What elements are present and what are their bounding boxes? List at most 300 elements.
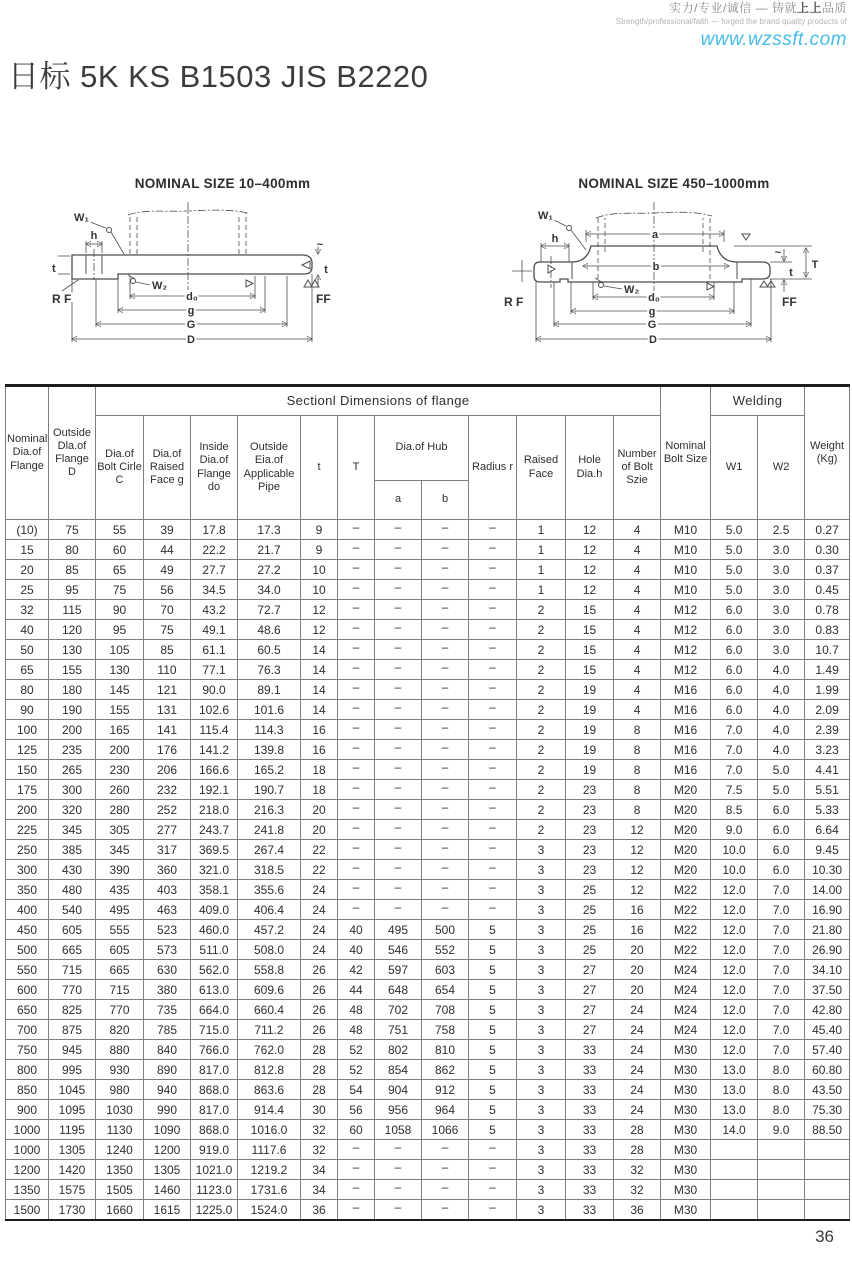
table-cell: 8 [614,720,661,740]
table-cell: 36 [301,1200,338,1221]
table-row [6,940,850,960]
table-cell: 320 [49,800,96,820]
table-cell: 7.0 [758,900,805,920]
table-cell: 42.80 [805,1000,850,1020]
table-row [6,760,850,780]
column-header-inside-do: Inside Dia.of Flange do [191,416,238,520]
table-cell: 3 [517,1180,566,1200]
table-cell: 12 [566,580,614,600]
column-header-w1: W1 [711,416,758,520]
flange-table-body [6,520,850,1221]
table-cell: 4 [614,520,661,540]
table-cell: 785 [144,1020,191,1040]
table-cell: 4 [614,600,661,620]
table-cell: 7.0 [758,1040,805,1060]
column-header-hub-b: b [422,481,469,520]
table-cell: 8.0 [758,1100,805,1120]
table-cell: – [338,580,375,600]
table-cell: 654 [422,980,469,1000]
table-cell: – [469,820,517,840]
table-cell: 4 [614,540,661,560]
table-cell: 2 [517,600,566,620]
table-cell: 12 [566,520,614,540]
table-cell: 550 [6,960,49,980]
table-cell: 875 [49,1020,96,1040]
table-cell: 7.0 [758,920,805,940]
table-row [6,540,850,560]
dimension-lines [536,279,771,346]
table-cell: 4 [614,560,661,580]
table-cell: 4.0 [758,740,805,760]
dim-label-w1: W₁ [538,210,553,222]
table-cell: 1030 [96,1100,144,1120]
table-cell: 1460 [144,1180,191,1200]
table-cell: 10.0 [711,860,758,880]
table-cell: 180 [49,680,96,700]
table-cell: 609.6 [238,980,301,1000]
table-cell: – [338,840,375,860]
table-cell: 25 [566,940,614,960]
table-cell: – [469,840,517,860]
table-cell [711,1200,758,1221]
table-cell: 7.0 [758,940,805,960]
table-cell: 77.1 [191,660,238,680]
flange-section-drawing-large [494,192,852,364]
table-cell: 3.0 [758,600,805,620]
table-cell: M16 [661,700,711,720]
dim-label-h: h [551,233,559,245]
table-cell: 2 [517,820,566,840]
table-cell: – [422,1200,469,1221]
table-cell: 10 [301,580,338,600]
table-cell: 3 [517,840,566,860]
table-cell: 28 [301,1080,338,1100]
table-row [6,920,850,940]
table-cell: 25 [6,580,49,600]
table-cell: 12 [614,820,661,840]
table-cell: 24 [614,1080,661,1100]
table-cell: – [338,640,375,660]
table-cell: 540 [49,900,96,920]
table-cell: 12 [566,560,614,580]
table-cell: – [338,780,375,800]
page-title: 日标 5K KS B1503 JIS B2220 [8,58,429,94]
table-cell: 930 [96,1060,144,1080]
table-cell: 34.0 [238,580,301,600]
table-cell: 5.0 [711,580,758,600]
table-cell: 630 [144,960,191,980]
table-cell: 613.0 [191,980,238,1000]
table-cell: 13.0 [711,1100,758,1120]
table-cell: – [338,560,375,580]
table-cell: 141 [144,720,191,740]
table-row [6,600,850,620]
table-cell: 6.0 [711,700,758,720]
table-cell: 166.6 [191,760,238,780]
table-cell: 27 [566,960,614,980]
table-cell: 1240 [96,1140,144,1160]
table-row [6,800,850,820]
table-cell: 1305 [144,1160,191,1180]
table-cell: 0.30 [805,540,850,560]
table-cell: – [469,620,517,640]
table-cell: 862 [422,1060,469,1080]
table-cell: 130 [96,660,144,680]
table-cell: 102.6 [191,700,238,720]
tagline-cn-part2: 品质 [821,1,847,15]
table-cell: 770 [96,1000,144,1020]
table-cell: 700 [6,1020,49,1040]
table-cell: 141.2 [191,740,238,760]
table-cell: M16 [661,680,711,700]
table-cell: 5.0 [758,780,805,800]
table-cell: 34 [301,1160,338,1180]
table-cell: – [422,820,469,840]
table-cell: – [469,760,517,780]
table-cell: 3 [517,940,566,960]
table-cell: 1 [517,540,566,560]
dim-label-d0: d₀ [186,291,198,303]
table-cell: 4.41 [805,760,850,780]
table-cell: M16 [661,720,711,740]
table-cell: – [338,860,375,880]
table-cell: 603 [422,960,469,980]
table-cell: 715 [96,980,144,1000]
table-cell: 216.3 [238,800,301,820]
dim-label-w1: W₁ [74,212,89,224]
table-cell: – [422,1180,469,1200]
table-cell [805,1140,850,1160]
table-cell: – [469,740,517,760]
table-cell: 24 [614,1000,661,1020]
table-cell: 1130 [96,1120,144,1140]
table-cell: M30 [661,1180,711,1200]
table-cell: 480 [49,880,96,900]
table-cell: 48 [338,1000,375,1020]
table-cell: – [469,580,517,600]
table-cell: 9.0 [711,820,758,840]
table-cell: 12.0 [711,900,758,920]
table-cell: 758 [422,1020,469,1040]
table-cell: 24 [614,1040,661,1060]
table-cell: 61.1 [191,640,238,660]
table-cell: 7.0 [758,1000,805,1020]
table-cell: 114.3 [238,720,301,740]
table-cell: 33 [566,1080,614,1100]
table-cell: 1420 [49,1160,96,1180]
table-cell: 37.50 [805,980,850,1000]
table-row [6,1100,850,1120]
table-cell: 463 [144,900,191,920]
table-cell: M22 [661,880,711,900]
table-cell: 3 [517,1000,566,1020]
table-cell: 3 [517,1160,566,1180]
table-cell: 4 [614,620,661,640]
table-cell: 1615 [144,1200,191,1221]
table-cell: 3.0 [758,640,805,660]
table-cell: 600 [6,980,49,1000]
table-cell: 56 [338,1100,375,1120]
table-cell: – [469,680,517,700]
table-cell: – [338,540,375,560]
table-cell: 812.8 [238,1060,301,1080]
table-cell: 457.2 [238,920,301,940]
table-cell: 7.0 [758,880,805,900]
face-label-rf: R F [52,292,72,306]
table-cell: 8.0 [758,1060,805,1080]
table-cell: 26.90 [805,940,850,960]
table-cell: 28 [301,1040,338,1060]
dim-label-w2: W₂ [152,280,168,292]
table-cell: M24 [661,1020,711,1040]
table-cell: 8 [614,760,661,780]
column-header-bolt-size: Nominal Bolt Size [661,386,711,520]
table-cell: 1000 [6,1140,49,1160]
table-cell: 1200 [144,1140,191,1160]
table-cell: 265 [49,760,96,780]
table-cell: – [375,820,422,840]
table-cell: 546 [375,940,422,960]
table-cell: 1731.6 [238,1180,301,1200]
table-cell: M10 [661,560,711,580]
table-cell: 7.0 [758,960,805,980]
table-row [6,1180,850,1200]
table-row [6,1040,850,1060]
table-cell: 6.0 [711,660,758,680]
table-cell: 2 [517,620,566,640]
table-cell: 523 [144,920,191,940]
table-cell: 89.1 [238,680,301,700]
table-cell: 200 [6,800,49,820]
table-cell: 1730 [49,1200,96,1221]
table-cell: 14 [301,680,338,700]
table-cell: 660.4 [238,1000,301,1020]
table-cell: 12.0 [711,980,758,1000]
table-cell: 95 [96,620,144,640]
table-cell: 5 [469,1060,517,1080]
table-cell: 2.5 [758,520,805,540]
table-cell: – [469,1140,517,1160]
table-cell: – [338,700,375,720]
table-cell: M30 [661,1100,711,1120]
table-cell: 88.50 [805,1120,850,1140]
table-cell: 2 [517,780,566,800]
table-cell: 495 [96,900,144,920]
table-cell: 12 [301,620,338,640]
table-cell [711,1160,758,1180]
table-cell: – [375,560,422,580]
table-cell: 22.2 [191,540,238,560]
table-cell: 3.0 [758,580,805,600]
table-cell: – [375,580,422,600]
table-cell: 20 [614,960,661,980]
table-cell: 18 [301,760,338,780]
table-cell: 7.0 [758,1020,805,1040]
table-row [6,580,850,600]
table-cell: 10.7 [805,640,850,660]
table-cell: 665 [96,960,144,980]
face-label-ff: FF [316,292,331,306]
table-cell: 4 [614,580,661,600]
table-cell: 7.0 [711,740,758,760]
table-cell: 40 [6,620,49,640]
table-cell: – [422,700,469,720]
table-cell: 7.0 [758,980,805,1000]
table-cell: 14 [301,700,338,720]
table-row [6,660,850,680]
table-cell: – [469,520,517,540]
table-cell: M12 [661,640,711,660]
table-cell: 33 [566,1100,614,1120]
table-cell: – [338,1200,375,1221]
table-cell: 32 [301,1120,338,1140]
table-cell: 90 [6,700,49,720]
table-row [6,860,850,880]
table-cell: 802 [375,1040,422,1060]
page-number: 36 [815,1227,834,1246]
table-cell: 28 [301,1060,338,1080]
table-cell: M30 [661,1200,711,1221]
table-cell: 5 [469,1000,517,1020]
table-cell: – [422,580,469,600]
table-cell: 2 [517,660,566,680]
table-cell: 715.0 [191,1020,238,1040]
dim-label-h: h [90,230,98,242]
table-cell: – [469,900,517,920]
table-cell: 30 [301,1100,338,1120]
table-cell: 165 [96,720,144,740]
table-cell: 904 [375,1080,422,1100]
table-cell: – [469,700,517,720]
table-cell: 115.4 [191,720,238,740]
table-cell: 880 [96,1040,144,1060]
table-cell: 21.7 [238,540,301,560]
dim-label-w2: W₂ [624,284,640,296]
table-cell: 25 [566,880,614,900]
table-cell: 32 [614,1160,661,1180]
table-cell: 6.0 [711,680,758,700]
table-cell: 3 [517,1200,566,1221]
table-cell: 32 [614,1180,661,1200]
table-cell: 914.4 [238,1100,301,1120]
table-cell: 2 [517,640,566,660]
table-cell: – [375,900,422,920]
table-cell [805,1180,850,1200]
table-cell: 28 [614,1140,661,1160]
table-cell: 6.0 [758,860,805,880]
table-cell: 1305 [49,1140,96,1160]
table-cell: – [422,640,469,660]
table-cell: 60 [338,1120,375,1140]
table-cell: M20 [661,860,711,880]
table-cell: 25 [566,900,614,920]
table-cell: 3 [517,1140,566,1160]
table-row [6,960,850,980]
table-cell: – [469,1160,517,1180]
table-cell: 34.10 [805,960,850,980]
table-cell: – [422,800,469,820]
table-cell: 36 [614,1200,661,1221]
table-cell: 165.2 [238,760,301,780]
table-cell: 26 [301,960,338,980]
group-header-welding: Welding [711,386,805,416]
table-cell: 854 [375,1060,422,1080]
table-cell: 358.1 [191,880,238,900]
table-cell: 300 [49,780,96,800]
table-cell: 573 [144,940,191,960]
table-cell: 321.0 [191,860,238,880]
dim-label-a: a [651,229,659,241]
table-cell: 22 [301,840,338,860]
table-cell: 6.0 [711,640,758,660]
table-cell: 260 [96,780,144,800]
column-header-nominal: Nominal Dia.of Flange [6,386,49,520]
table-cell: 176 [144,740,191,760]
table-cell: 75.30 [805,1100,850,1120]
table-cell: 5.33 [805,800,850,820]
table-cell: 49.1 [191,620,238,640]
table-cell: – [338,880,375,900]
table-cell: 60.80 [805,1060,850,1080]
pipe-dashed-outline [596,202,712,292]
table-cell: 1500 [6,1200,49,1221]
table-cell: – [422,780,469,800]
table-cell: 10.0 [711,840,758,860]
table-cell: M22 [661,940,711,960]
table-cell: 3 [517,880,566,900]
brand-website-link[interactable]: www.wzssft.com [700,28,847,50]
table-cell: 235 [49,740,96,760]
table-cell [758,1160,805,1180]
table-cell: 54 [338,1080,375,1100]
table-cell: 9 [301,540,338,560]
table-row [6,840,850,860]
table-cell: 33 [566,1120,614,1140]
diagram-right-title: NOMINAL SIZE 450–1000mm [578,176,770,191]
table-cell: 252 [144,800,191,820]
table-cell: 1045 [49,1080,96,1100]
diagram-left-title: NOMINAL SIZE 10–400mm [134,176,311,191]
table-cell: 6.0 [758,840,805,860]
table-cell: M22 [661,900,711,920]
table-cell: – [338,1180,375,1200]
table-cell: – [375,680,422,700]
table-cell: – [422,840,469,860]
table-cell: M16 [661,740,711,760]
table-cell: 145 [96,680,144,700]
table-row [6,680,850,700]
table-cell: 6.0 [758,800,805,820]
table-cell: 369.5 [191,840,238,860]
table-cell: 76.3 [238,660,301,680]
table-cell: – [422,1160,469,1180]
table-cell: 1505 [96,1180,144,1200]
table-cell: M20 [661,840,711,860]
table-cell: 840 [144,1040,191,1060]
table-cell: 120 [49,620,96,640]
column-header-pipe-od: Outside Eia.of Applicable Pipe [238,416,301,520]
table-cell: M24 [661,980,711,1000]
table-cell: 500 [6,940,49,960]
table-cell: M10 [661,520,711,540]
brand-tagline-cn [616,2,847,16]
table-cell: 241.8 [238,820,301,840]
table-cell: 218.0 [191,800,238,820]
table-cell: – [338,660,375,680]
table-cell: 267.4 [238,840,301,860]
table-cell: M24 [661,1000,711,1020]
table-cell: – [375,660,422,680]
